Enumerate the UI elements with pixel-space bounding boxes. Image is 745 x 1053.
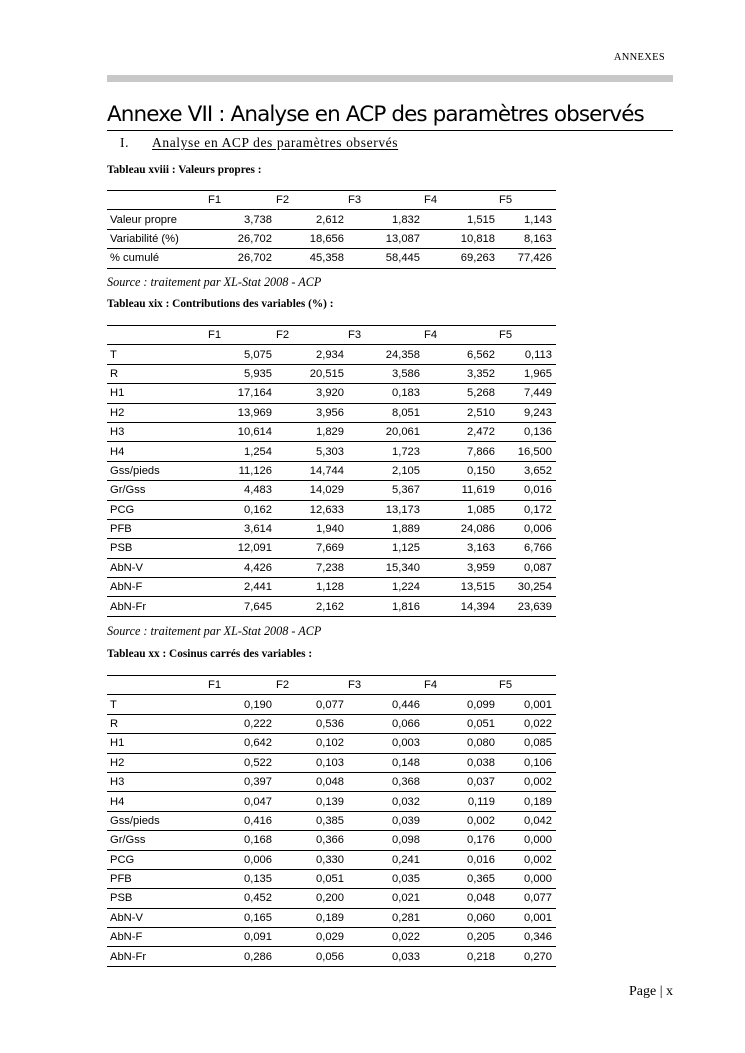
cell-value: 0,060 (424, 908, 499, 927)
column-header: F3 (348, 326, 424, 345)
cell-value: 0,222 (208, 714, 276, 733)
cell-value: 0,021 (348, 889, 424, 908)
cell-value: 3,920 (276, 384, 348, 403)
cell-value: 45,358 (276, 249, 348, 268)
table-row (107, 461, 556, 480)
cell-value: 0,048 (276, 772, 348, 791)
table-row (107, 519, 556, 538)
cell-value: 0,346 (499, 928, 556, 947)
cell-value: 2,612 (276, 210, 348, 229)
cell-value: 3,956 (276, 403, 348, 422)
cell-value: 10,818 (424, 229, 499, 248)
row-label: PFB (107, 519, 208, 538)
cell-value: 3,738 (208, 210, 276, 229)
cell-value: 2,105 (348, 461, 424, 480)
cell-value: 0,136 (499, 422, 556, 441)
cell-value: 3,163 (424, 539, 499, 558)
cell-value: 0,642 (208, 734, 276, 753)
table-row (107, 210, 556, 229)
column-header: F4 (424, 326, 499, 345)
column-header: F4 (424, 676, 499, 695)
table-row (107, 384, 556, 403)
row-label: AbN-Fr (107, 947, 208, 966)
cell-value: 0,048 (424, 889, 499, 908)
cell-value: 1,829 (276, 422, 348, 441)
cell-value: 6,766 (499, 539, 556, 558)
table-row (107, 422, 556, 441)
cell-value: 17,164 (208, 384, 276, 403)
cell-value: 1,816 (348, 597, 424, 616)
table-header-row (107, 191, 556, 210)
cell-value: 0,165 (208, 908, 276, 927)
running-header: ANNEXES (613, 52, 665, 63)
column-header: F1 (208, 326, 276, 345)
cell-value: 0,416 (208, 811, 276, 830)
table-row (107, 811, 556, 830)
row-label: H1 (107, 384, 208, 403)
cell-value: 0,056 (276, 947, 348, 966)
cell-value: 0,001 (499, 908, 556, 927)
cell-value: 26,702 (208, 229, 276, 248)
cell-value: 1,832 (348, 210, 424, 229)
column-header: F5 (499, 676, 556, 695)
cell-value: 10,614 (208, 422, 276, 441)
cell-value: 0,190 (208, 695, 276, 714)
row-label: H1 (107, 734, 208, 753)
row-label: R (107, 714, 208, 733)
cell-value: 3,652 (499, 461, 556, 480)
cell-value: 1,889 (348, 519, 424, 538)
cell-value: 5,935 (208, 364, 276, 383)
cell-value: 0,397 (208, 772, 276, 791)
row-label: H2 (107, 753, 208, 772)
cell-value: 12,091 (208, 539, 276, 558)
cell-value: 16,500 (499, 442, 556, 461)
cell-value: 18,656 (276, 229, 348, 248)
cell-value: 0,150 (424, 461, 499, 480)
cell-value: 0,002 (499, 850, 556, 869)
cell-value: 0,022 (348, 928, 424, 947)
section-number: I. (120, 135, 130, 150)
column-header: F2 (276, 326, 348, 345)
cell-value: 0,270 (499, 947, 556, 966)
page-number: x (666, 984, 673, 999)
row-label: T (107, 345, 208, 364)
row-label: PCG (107, 850, 208, 869)
cell-value: 0,003 (348, 734, 424, 753)
cell-value: 0,000 (499, 831, 556, 850)
cell-value: 1,254 (208, 442, 276, 461)
cell-value: 9,243 (499, 403, 556, 422)
cell-value: 3,586 (348, 364, 424, 383)
cell-value: 0,077 (499, 889, 556, 908)
table-row (107, 831, 556, 850)
cell-value: 0,536 (276, 714, 348, 733)
cell-value: 2,162 (276, 597, 348, 616)
cell-value: 0,002 (499, 772, 556, 791)
cell-value: 0,139 (276, 792, 348, 811)
row-label: Variabilité (%) (107, 229, 208, 248)
cell-value: 0,080 (424, 734, 499, 753)
cell-value: 1,515 (424, 210, 499, 229)
table-row (107, 578, 556, 597)
row-label: AbN-V (107, 558, 208, 577)
cell-value: 6,562 (424, 345, 499, 364)
cell-value: 13,173 (348, 500, 424, 519)
column-header: F4 (424, 191, 499, 210)
column-header (107, 191, 208, 210)
table-contributions (107, 325, 556, 617)
row-label: Gss/pieds (107, 461, 208, 480)
cell-value: 0,330 (276, 850, 348, 869)
cell-value: 24,086 (424, 519, 499, 538)
column-header: F1 (208, 676, 276, 695)
cell-value: 0,051 (424, 714, 499, 733)
cell-value: 8,051 (348, 403, 424, 422)
table-row (107, 500, 556, 519)
cell-value: 0,281 (348, 908, 424, 927)
cell-value: 23,639 (499, 597, 556, 616)
table-row (107, 753, 556, 772)
table-caption-cosinus: Tableau xx : Cosinus carrés des variables : (107, 648, 313, 660)
cell-value: 1,085 (424, 500, 499, 519)
cell-value: 3,959 (424, 558, 499, 577)
cell-value: 0,366 (276, 831, 348, 850)
cell-value: 0,006 (208, 850, 276, 869)
column-header: F2 (276, 191, 348, 210)
cell-value: 0,189 (276, 908, 348, 927)
cell-value: 5,268 (424, 384, 499, 403)
cell-value: 7,645 (208, 597, 276, 616)
cell-value: 0,368 (348, 772, 424, 791)
cell-value: 0,135 (208, 869, 276, 888)
cell-value: 1,940 (276, 519, 348, 538)
cell-value: 0,029 (276, 928, 348, 947)
cell-value: 0,042 (499, 811, 556, 830)
column-header: F3 (348, 191, 424, 210)
row-label: Gss/pieds (107, 811, 208, 830)
cell-value: 13,969 (208, 403, 276, 422)
cell-value: 14,394 (424, 597, 499, 616)
cell-value: 0,099 (424, 695, 499, 714)
column-header: F5 (499, 191, 556, 210)
column-header (107, 676, 208, 695)
cell-value: 0,032 (348, 792, 424, 811)
row-label: AbN-F (107, 928, 208, 947)
row-label: T (107, 695, 208, 714)
cell-value: 0,189 (499, 792, 556, 811)
cell-value: 0,085 (499, 734, 556, 753)
source-note: Source : traitement par XL-Stat 2008 - ACP (107, 624, 322, 638)
section-heading (120, 135, 398, 151)
cell-value: 13,087 (348, 229, 424, 248)
cell-value: 0,087 (499, 558, 556, 577)
cell-value: 14,744 (276, 461, 348, 480)
cell-value: 7,866 (424, 442, 499, 461)
table-row (107, 792, 556, 811)
cell-value: 13,515 (424, 578, 499, 597)
cell-value: 11,126 (208, 461, 276, 480)
cell-value: 0,051 (276, 869, 348, 888)
table-caption-contributions: Tableau xix : Contributions des variables (%) : (107, 298, 334, 310)
table-row (107, 481, 556, 500)
cell-value: 12,633 (276, 500, 348, 519)
table-row (107, 928, 556, 947)
cell-value: 15,340 (348, 558, 424, 577)
cell-value: 0,452 (208, 889, 276, 908)
row-label: H4 (107, 792, 208, 811)
cell-value: 0,218 (424, 947, 499, 966)
table-row (107, 539, 556, 558)
cell-value: 2,441 (208, 578, 276, 597)
column-header (107, 326, 208, 345)
cell-value: 0,176 (424, 831, 499, 850)
row-label: Valeur propre (107, 210, 208, 229)
cell-value: 77,426 (499, 249, 556, 268)
cell-value: 0,102 (276, 734, 348, 753)
table-row (107, 695, 556, 714)
cell-value: 5,075 (208, 345, 276, 364)
cell-value: 0,047 (208, 792, 276, 811)
cell-value: 0,446 (348, 695, 424, 714)
cell-value: 0,113 (499, 345, 556, 364)
page-footer (629, 984, 673, 1000)
cell-value: 3,352 (424, 364, 499, 383)
cell-value: 0,200 (276, 889, 348, 908)
row-label: AbN-F (107, 578, 208, 597)
row-label: PCG (107, 500, 208, 519)
page-separator: | (659, 984, 663, 999)
cell-value: 0,205 (424, 928, 499, 947)
cell-value: 0,038 (424, 753, 499, 772)
cell-value: 1,128 (276, 578, 348, 597)
cell-value: 0,119 (424, 792, 499, 811)
table-row (107, 850, 556, 869)
cell-value: 3,614 (208, 519, 276, 538)
table-row (107, 908, 556, 927)
cell-value: 30,254 (499, 578, 556, 597)
cell-value: 1,965 (499, 364, 556, 383)
table-row (107, 734, 556, 753)
row-label: PSB (107, 539, 208, 558)
cell-value: 5,303 (276, 442, 348, 461)
table-cosinus (107, 675, 556, 967)
cell-value: 0,168 (208, 831, 276, 850)
table-caption-valeurs-propres: Tableau xviii : Valeurs propres : (107, 164, 262, 176)
cell-value: 0,148 (348, 753, 424, 772)
section-title: Analyse en ACP des paramètres observés (152, 135, 399, 150)
table-row (107, 403, 556, 422)
cell-value: 11,619 (424, 481, 499, 500)
cell-value: 20,061 (348, 422, 424, 441)
row-label: AbN-Fr (107, 597, 208, 616)
cell-value: 0,006 (499, 519, 556, 538)
cell-value: 69,263 (424, 249, 499, 268)
cell-value: 0,172 (499, 500, 556, 519)
row-label: Gr/Gss (107, 481, 208, 500)
cell-value: 20,515 (276, 364, 348, 383)
column-header: F3 (348, 676, 424, 695)
cell-value: 4,426 (208, 558, 276, 577)
cell-value: 0,037 (424, 772, 499, 791)
cell-value: 1,143 (499, 210, 556, 229)
cell-value: 0,016 (499, 481, 556, 500)
row-label: Gr/Gss (107, 831, 208, 850)
table-row (107, 772, 556, 791)
cell-value: 2,510 (424, 403, 499, 422)
table-row (107, 889, 556, 908)
row-label: H3 (107, 772, 208, 791)
page-title: Annexe VII : Analyse en ACP des paramètres observés (107, 100, 673, 131)
table-row (107, 345, 556, 364)
table-row (107, 442, 556, 461)
cell-value: 7,669 (276, 539, 348, 558)
table-row (107, 364, 556, 383)
cell-value: 8,163 (499, 229, 556, 248)
table-row (107, 558, 556, 577)
cell-value: 0,002 (424, 811, 499, 830)
cell-value: 0,039 (348, 811, 424, 830)
cell-value: 1,723 (348, 442, 424, 461)
cell-value: 2,934 (276, 345, 348, 364)
table-header-row (107, 676, 556, 695)
cell-value: 1,224 (348, 578, 424, 597)
row-label: AbN-V (107, 908, 208, 927)
cell-value: 0,286 (208, 947, 276, 966)
cell-value: 0,033 (348, 947, 424, 966)
header-rule (107, 75, 673, 82)
row-label: R (107, 364, 208, 383)
cell-value: 0,522 (208, 753, 276, 772)
cell-value: 7,449 (499, 384, 556, 403)
cell-value: 0,385 (276, 811, 348, 830)
row-label: H3 (107, 422, 208, 441)
cell-value: 24,358 (348, 345, 424, 364)
source-note: Source : traitement par XL-Stat 2008 - ACP (107, 275, 322, 289)
table-row (107, 597, 556, 616)
table-row (107, 714, 556, 733)
column-header: F1 (208, 191, 276, 210)
table-row (107, 249, 556, 268)
cell-value: 0,106 (499, 753, 556, 772)
table-row (107, 947, 556, 966)
row-label: H4 (107, 442, 208, 461)
cell-value: 5,367 (348, 481, 424, 500)
cell-value: 58,445 (348, 249, 424, 268)
cell-value: 4,483 (208, 481, 276, 500)
column-header: F5 (499, 326, 556, 345)
table-header-row (107, 326, 556, 345)
column-header: F2 (276, 676, 348, 695)
cell-value: 0,001 (499, 695, 556, 714)
row-label: PSB (107, 889, 208, 908)
cell-value: 0,091 (208, 928, 276, 947)
cell-value: 0,000 (499, 869, 556, 888)
cell-value: 0,035 (348, 869, 424, 888)
cell-value: 0,162 (208, 500, 276, 519)
cell-value: 0,077 (276, 695, 348, 714)
cell-value: 0,022 (499, 714, 556, 733)
cell-value: 0,066 (348, 714, 424, 733)
table-row (107, 869, 556, 888)
cell-value: 0,103 (276, 753, 348, 772)
page-label: Page (628, 984, 657, 999)
cell-value: 0,016 (424, 850, 499, 869)
cell-value: 1,125 (348, 539, 424, 558)
row-label: H2 (107, 403, 208, 422)
cell-value: 7,238 (276, 558, 348, 577)
cell-value: 26,702 (208, 249, 276, 268)
cell-value: 2,472 (424, 422, 499, 441)
table-row (107, 229, 556, 248)
table-valeurs-propres (107, 190, 556, 269)
cell-value: 14,029 (276, 481, 348, 500)
cell-value: 0,183 (348, 384, 424, 403)
cell-value: 0,365 (424, 869, 499, 888)
row-label: % cumulé (107, 249, 208, 268)
cell-value: 0,098 (348, 831, 424, 850)
row-label: PFB (107, 869, 208, 888)
cell-value: 0,241 (348, 850, 424, 869)
